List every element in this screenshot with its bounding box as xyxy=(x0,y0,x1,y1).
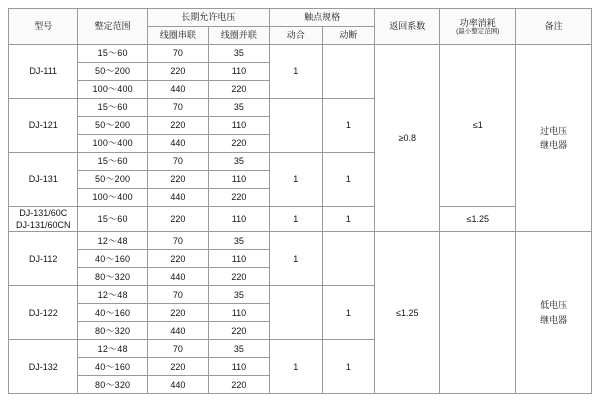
model-cell: DJ-111 xyxy=(9,45,78,99)
power-consumption-lower-cell xyxy=(440,232,516,394)
model-cell: DJ-131 xyxy=(9,153,78,207)
header-power-consumption-label: 功率消耗 xyxy=(459,17,496,28)
dynamic-open-cell: 1 xyxy=(322,340,375,394)
return-coefficient-lower-cell: ≤1.25 xyxy=(375,232,440,394)
range-cell: 40～160 xyxy=(78,358,147,376)
parallel-voltage-cell: 110 xyxy=(208,171,269,189)
range-cell: 12～48 xyxy=(78,286,147,304)
series-voltage-cell: 440 xyxy=(147,135,208,153)
range-cell: 15～60 xyxy=(78,45,147,63)
remark-lower-line2: 继电器 xyxy=(540,314,568,325)
header-dynamic-close: 动合 xyxy=(269,27,322,45)
header-long-term-voltage: 长期允许电压 xyxy=(147,9,269,27)
remark-lower-cell xyxy=(516,232,592,394)
series-voltage-cell: 220 xyxy=(147,250,208,268)
range-cell: 80～320 xyxy=(78,376,147,394)
series-voltage-cell: 440 xyxy=(147,189,208,207)
parallel-voltage-cell: 110 xyxy=(208,117,269,135)
range-cell: 12～48 xyxy=(78,340,147,358)
series-voltage-cell: 220 xyxy=(147,358,208,376)
power-consumption-upper-cell: ≤1 xyxy=(440,45,516,207)
parallel-voltage-cell: 220 xyxy=(208,322,269,340)
model-cell xyxy=(9,207,78,232)
dynamic-open-cell: 1 xyxy=(322,207,375,232)
range-cell: 15～60 xyxy=(78,99,147,117)
series-voltage-cell: 220 xyxy=(147,304,208,322)
dynamic-open-cell xyxy=(322,45,375,99)
parallel-voltage-cell: 110 xyxy=(208,304,269,322)
specification-table xyxy=(8,8,592,394)
range-cell: 15～60 xyxy=(78,207,147,232)
series-voltage-cell: 440 xyxy=(147,322,208,340)
range-cell: 12～48 xyxy=(78,232,147,250)
range-cell: 100～400 xyxy=(78,135,147,153)
header-model: 型号 xyxy=(9,9,78,45)
dynamic-close-cell: 1 xyxy=(269,153,322,207)
return-coefficient-upper-cell: ≥0.8 xyxy=(375,45,440,232)
model-cell: DJ-112 xyxy=(9,232,78,286)
series-voltage-cell: 220 xyxy=(147,171,208,189)
parallel-voltage-cell: 220 xyxy=(208,189,269,207)
dynamic-open-cell: 1 xyxy=(322,153,375,207)
parallel-voltage-cell: 35 xyxy=(208,286,269,304)
series-voltage-cell: 220 xyxy=(147,63,208,81)
parallel-voltage-cell: 110 xyxy=(208,63,269,81)
series-voltage-cell: 440 xyxy=(147,81,208,99)
range-cell: 100～400 xyxy=(78,189,147,207)
series-voltage-cell: 70 xyxy=(147,340,208,358)
range-cell: 80～320 xyxy=(78,322,147,340)
table-row xyxy=(9,45,592,63)
remark-lower-line1: 低电压 xyxy=(540,300,568,311)
model-cell: DJ-121 xyxy=(9,99,78,153)
range-cell: 40～160 xyxy=(78,250,147,268)
parallel-voltage-cell: 35 xyxy=(208,232,269,250)
parallel-voltage-cell: 35 xyxy=(208,45,269,63)
series-voltage-cell: 70 xyxy=(147,232,208,250)
header-coil-series: 线圈串联 xyxy=(147,27,208,45)
dynamic-close-cell: 1 xyxy=(269,207,322,232)
header-return-coefficient: 返回系数 xyxy=(375,9,440,45)
parallel-voltage-cell: 110 xyxy=(208,207,269,232)
model-cell: DJ-132 xyxy=(9,340,78,394)
table-row xyxy=(9,232,592,250)
remark-upper-cell xyxy=(516,45,592,232)
series-voltage-cell: 220 xyxy=(147,117,208,135)
series-voltage-cell: 70 xyxy=(147,153,208,171)
dynamic-open-cell: 1 xyxy=(322,99,375,153)
parallel-voltage-cell: 110 xyxy=(208,358,269,376)
dynamic-open-cell xyxy=(322,232,375,286)
series-voltage-cell: 220 xyxy=(147,207,208,232)
range-cell: 40～160 xyxy=(78,304,147,322)
series-voltage-cell: 440 xyxy=(147,376,208,394)
parallel-voltage-cell: 35 xyxy=(208,340,269,358)
series-voltage-cell: 70 xyxy=(147,99,208,117)
series-voltage-cell: 440 xyxy=(147,268,208,286)
parallel-voltage-cell: 220 xyxy=(208,135,269,153)
range-cell: 50～200 xyxy=(78,63,147,81)
parallel-voltage-cell: 35 xyxy=(208,99,269,117)
range-cell: 100～400 xyxy=(78,81,147,99)
table-header-row-primary xyxy=(9,9,592,27)
parallel-voltage-cell: 35 xyxy=(208,153,269,171)
header-contact-spec: 触点规格 xyxy=(269,9,374,27)
parallel-voltage-cell: 220 xyxy=(208,81,269,99)
remark-upper-line2: 继电器 xyxy=(540,140,568,151)
parallel-voltage-cell: 110 xyxy=(208,250,269,268)
range-cell: 15～60 xyxy=(78,153,147,171)
dynamic-close-cell xyxy=(269,99,322,153)
header-remark: 备注 xyxy=(516,9,592,45)
dynamic-close-cell: 1 xyxy=(269,232,322,286)
dynamic-close-cell xyxy=(269,286,322,340)
header-power-consumption xyxy=(440,9,516,45)
parallel-voltage-cell: 220 xyxy=(208,376,269,394)
range-cell: 80～320 xyxy=(78,268,147,286)
header-dynamic-open: 动断 xyxy=(322,27,375,45)
model-line2: DJ-131/60CN xyxy=(15,220,71,231)
range-cell: 50～200 xyxy=(78,117,147,135)
header-power-consumption-note: (最小整定范围) xyxy=(456,28,500,36)
dynamic-open-cell: 1 xyxy=(322,286,375,340)
model-line1: DJ-131/60C xyxy=(19,208,68,218)
dynamic-close-cell: 1 xyxy=(269,45,322,99)
header-coil-parallel: 线圈并联 xyxy=(208,27,269,45)
model-cell: DJ-122 xyxy=(9,286,78,340)
power-consumption-cell: ≤1.25 xyxy=(440,207,516,232)
header-setting-range: 整定范围 xyxy=(78,9,147,45)
remark-upper-line1: 过电压 xyxy=(540,125,568,136)
parallel-voltage-cell: 220 xyxy=(208,268,269,286)
range-cell: 50～200 xyxy=(78,171,147,189)
dynamic-close-cell: 1 xyxy=(269,340,322,394)
table-row xyxy=(9,207,592,232)
series-voltage-cell: 70 xyxy=(147,45,208,63)
series-voltage-cell: 70 xyxy=(147,286,208,304)
